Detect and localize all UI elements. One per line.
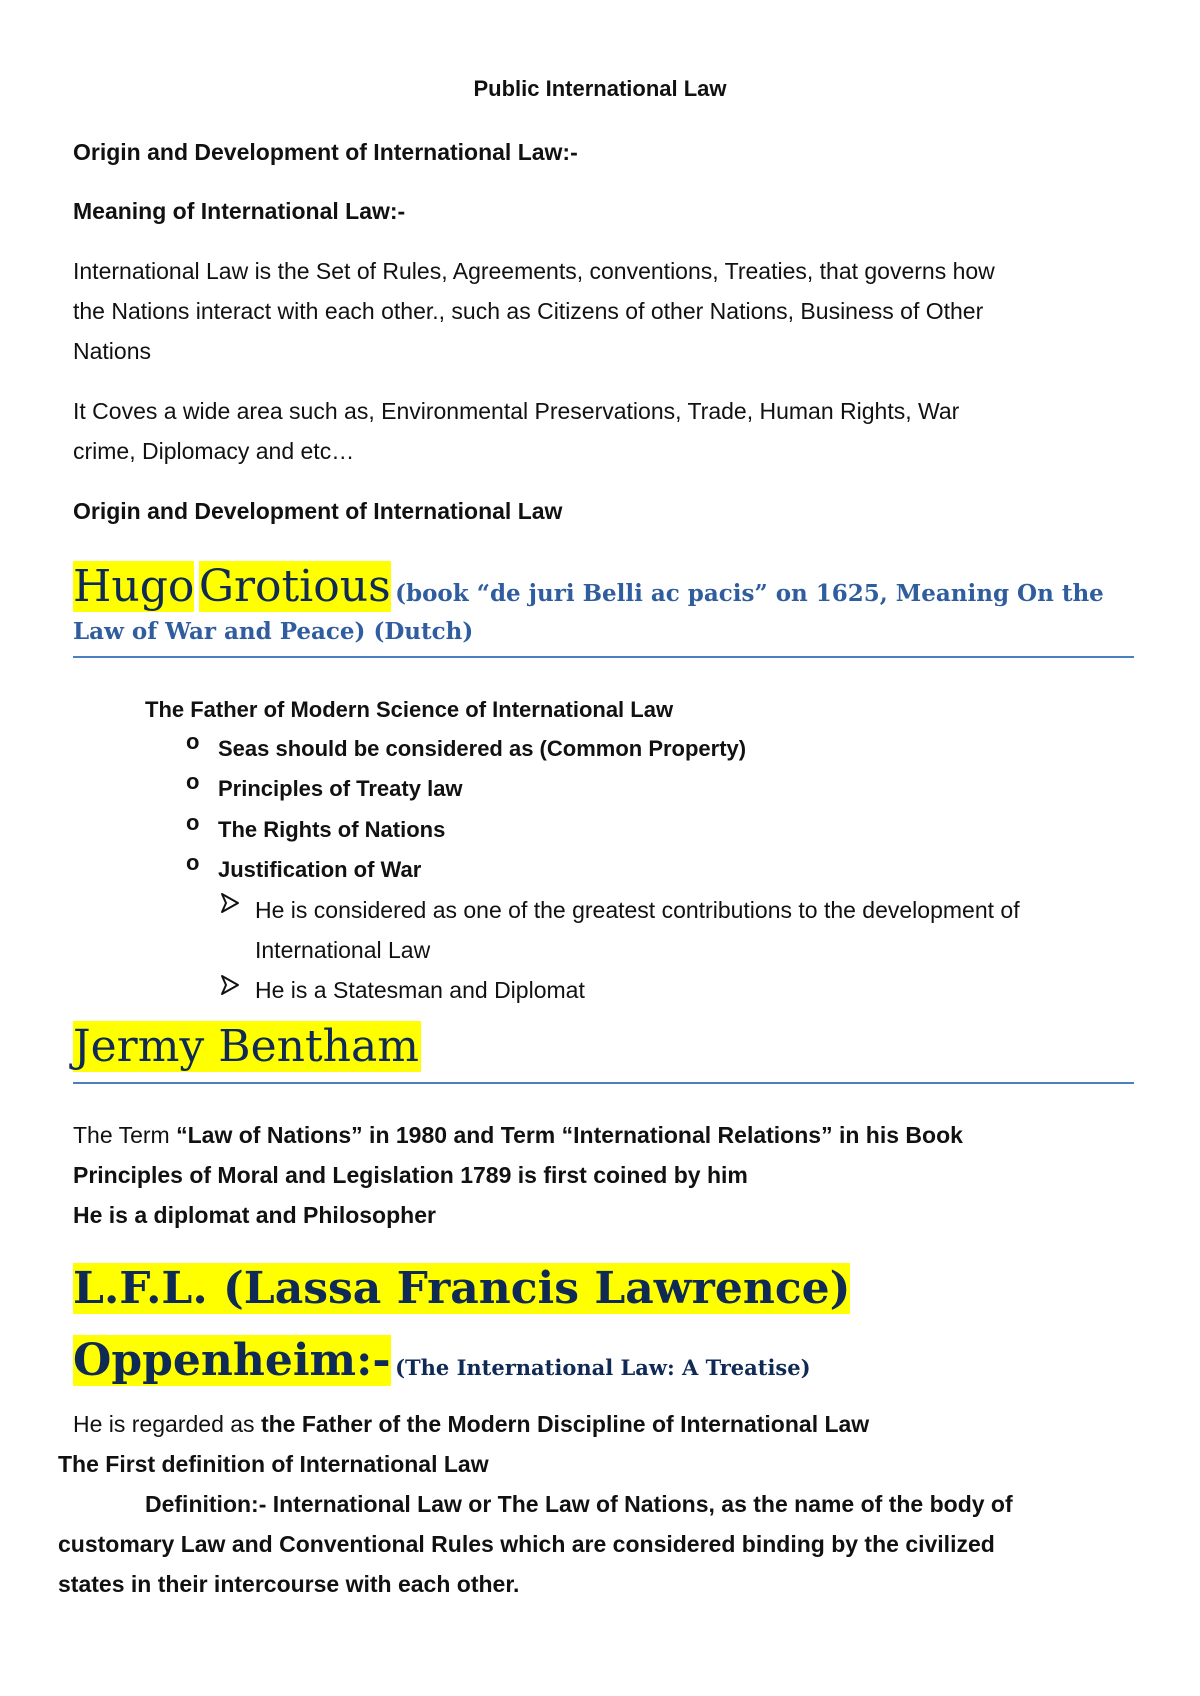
grotius-note-1-line-2: International Law <box>255 937 431 963</box>
meaning-paragraph-line-1: International Law is the Set of Rules, Agreements, conventions, Treaties, that governs how <box>73 258 995 284</box>
grotius-note-1-line-1: He is considered as one of the greatest contributions to the development of <box>255 897 1020 923</box>
grotius-point-3: The Rights of Nations <box>218 817 446 842</box>
bentham-line-3: He is a diplomat and Philosopher <box>73 1202 436 1228</box>
heading-origin-development-colon: Origin and Development of International Law:- <box>73 139 578 165</box>
oppenheim-first-definition: The First definition of International Law <box>58 1451 489 1477</box>
circle-bullet-icon: o <box>186 769 200 794</box>
bentham-line-2: Principles of Moral and Legislation 1789 is first coined by him <box>73 1162 748 1188</box>
circle-bullet-icon: o <box>186 729 200 754</box>
oppenheim-regarded-prefix: He is regarded as <box>73 1411 261 1437</box>
oppenheim-definition-line-3: states in their intercourse with each other. <box>58 1571 520 1597</box>
grotius-subtitle-line-2: Law of War and Peace) (Dutch) <box>73 618 474 645</box>
grotius-heading-rule <box>73 656 1134 658</box>
grotius-subtitle-line-1: (book “de juri Belli ac pacis” on 1625, Meaning On the <box>395 580 1104 607</box>
page-title: Public International Law <box>473 76 727 101</box>
grotius-name-first: Hugo <box>73 561 195 612</box>
grotius-point-4: Justification of War <box>218 857 422 882</box>
grotius-father-label: The Father of Modern Science of International Law <box>145 697 674 722</box>
oppenheim-name-line-2: Oppenheim:- <box>73 1335 391 1386</box>
meaning-paragraph-line-2: the Nations interact with each other., such as Citizens of other Nations, Business of Other <box>73 298 984 324</box>
coverage-paragraph-line-2: crime, Diplomacy and etc… <box>73 438 355 464</box>
oppenheim-heading-line-2 <box>73 1330 811 1402</box>
oppenheim-definition-line-1: Definition:- International Law or The Law of Nations, as the name of the body of <box>145 1491 1013 1517</box>
circle-bullet-icon: o <box>186 850 200 875</box>
coverage-paragraph-line-1: It Coves a wide area such as, Environmental Preservations, Trade, Human Rights, War <box>73 398 960 424</box>
oppenheim-book-title: (The International Law: A Treatise) <box>395 1355 811 1380</box>
oppenheim-regarded-bold: the Father of the Modern Discipline of International Law <box>260 1411 870 1437</box>
heading-origin-development: Origin and Development of International Law <box>73 498 563 524</box>
oppenheim-regarded-line <box>73 1404 869 1444</box>
meaning-paragraph-line-3: Nations <box>73 338 151 364</box>
oppenheim-name-line-1: L.F.L. (Lassa Francis Lawrence) <box>73 1263 851 1314</box>
bentham-heading-rule <box>73 1082 1134 1084</box>
grotius-heading <box>73 558 1104 626</box>
grotius-point-2: Principles of Treaty law <box>218 776 463 801</box>
bentham-name: Jermy Bentham <box>73 1021 419 1072</box>
heading-meaning: Meaning of International Law:- <box>73 198 406 224</box>
bentham-line-1-prefix: The Term <box>73 1122 177 1148</box>
oppenheim-heading-line-1 <box>73 1258 850 1330</box>
grotius-note-2: He is a Statesman and Diplomat <box>255 977 585 1003</box>
circle-bullet-icon: o <box>186 810 200 835</box>
oppenheim-definition-line-2: customary Law and Conventional Rules which are considered binding by the civilized <box>58 1531 995 1557</box>
bentham-line-1 <box>73 1115 963 1155</box>
grotius-point-1: Seas should be considered as (Common Property) <box>218 736 747 761</box>
arrow-bullet-icon <box>220 892 240 920</box>
bentham-heading <box>73 1018 421 1086</box>
arrow-bullet-icon <box>220 974 240 1002</box>
bentham-line-1-rest: “Law of Nations” in 1980 and Term “International Relations” in his Book <box>176 1122 963 1148</box>
grotius-name-last: Grotious <box>198 561 391 612</box>
